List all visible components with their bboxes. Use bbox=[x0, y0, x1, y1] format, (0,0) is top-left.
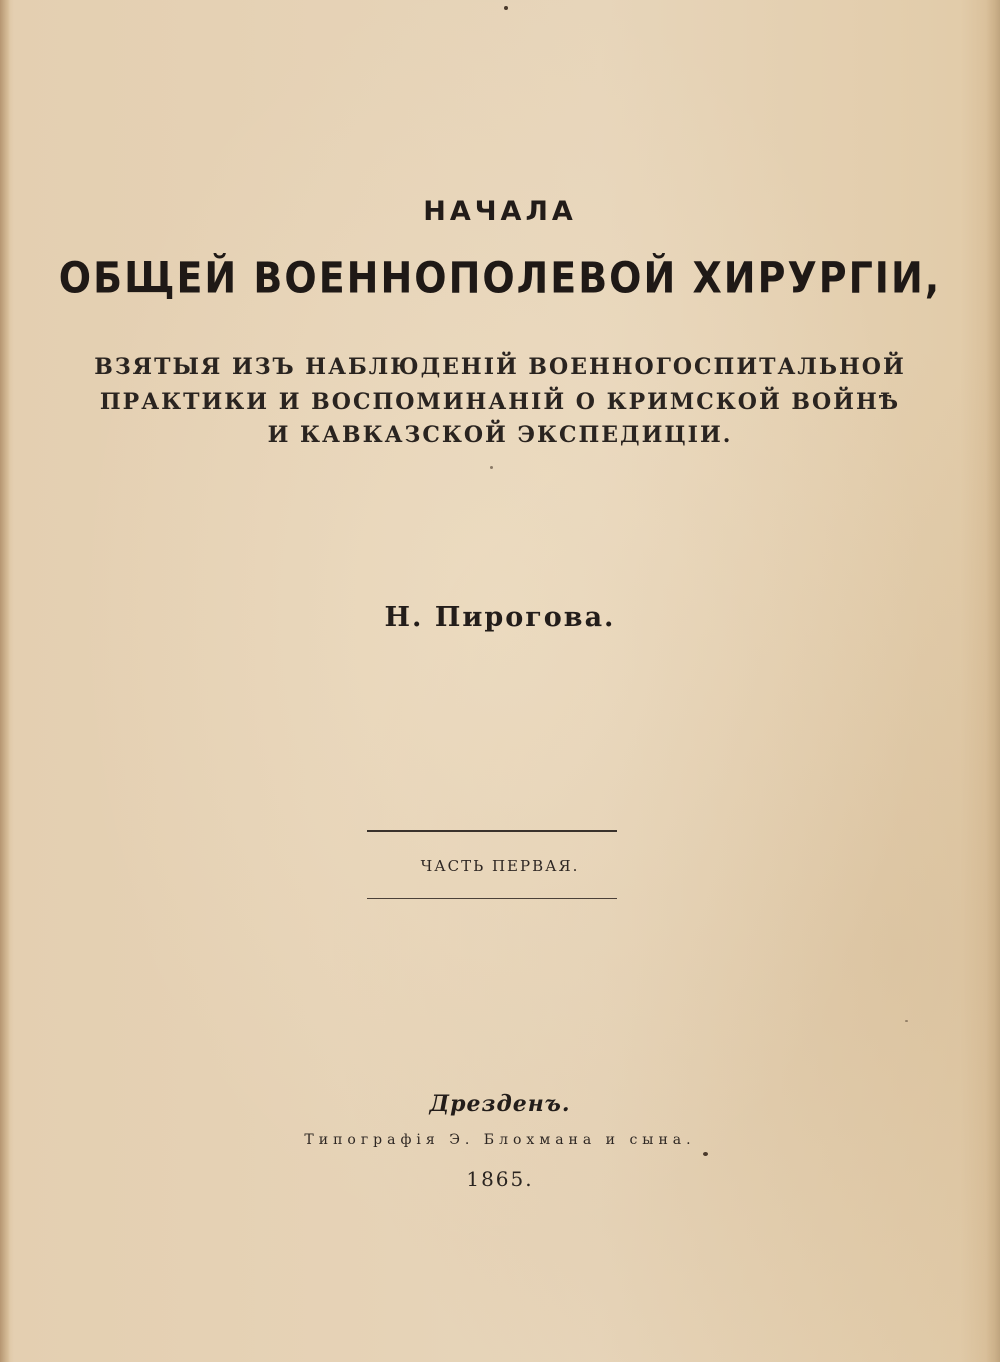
subtitle-line-2: ПРАКТИКИ И ВОСПОМИНАНIЙ О КРИМСКОЙ ВОЙНѢ bbox=[99, 389, 901, 415]
title-heading-small: НАЧАЛА bbox=[423, 196, 577, 227]
subtitle-line-3: И КАВКАЗСКОЙ ЭКСПЕДИЦIИ. bbox=[267, 422, 733, 448]
author-name: Н. Пирогова. bbox=[384, 602, 616, 633]
paper-speck bbox=[490, 466, 493, 469]
title-heading-large: ОБЩЕЙ ВОЕННОПОЛЕВОЙ ХИРУРГIИ, bbox=[58, 253, 942, 303]
paper-speck bbox=[504, 6, 508, 10]
imprint-city: Дрезденъ. bbox=[429, 1091, 571, 1117]
paper-speck bbox=[905, 1020, 908, 1022]
subtitle-line-1: ВЗЯТЫЯ ИЗЪ НАБЛЮДЕНIЙ ВОЕННОГОСПИТАЛЬНОЙ bbox=[94, 354, 906, 380]
divider-bottom bbox=[367, 898, 617, 899]
paper-speck bbox=[703, 1152, 708, 1156]
part-label: ЧАСТЬ ПЕРВАЯ. bbox=[420, 857, 580, 875]
imprint-printer: Типографiя Э. Блохмана и сына. bbox=[304, 1132, 696, 1148]
imprint-year: 1865. bbox=[466, 1167, 534, 1191]
divider-top bbox=[367, 830, 617, 832]
